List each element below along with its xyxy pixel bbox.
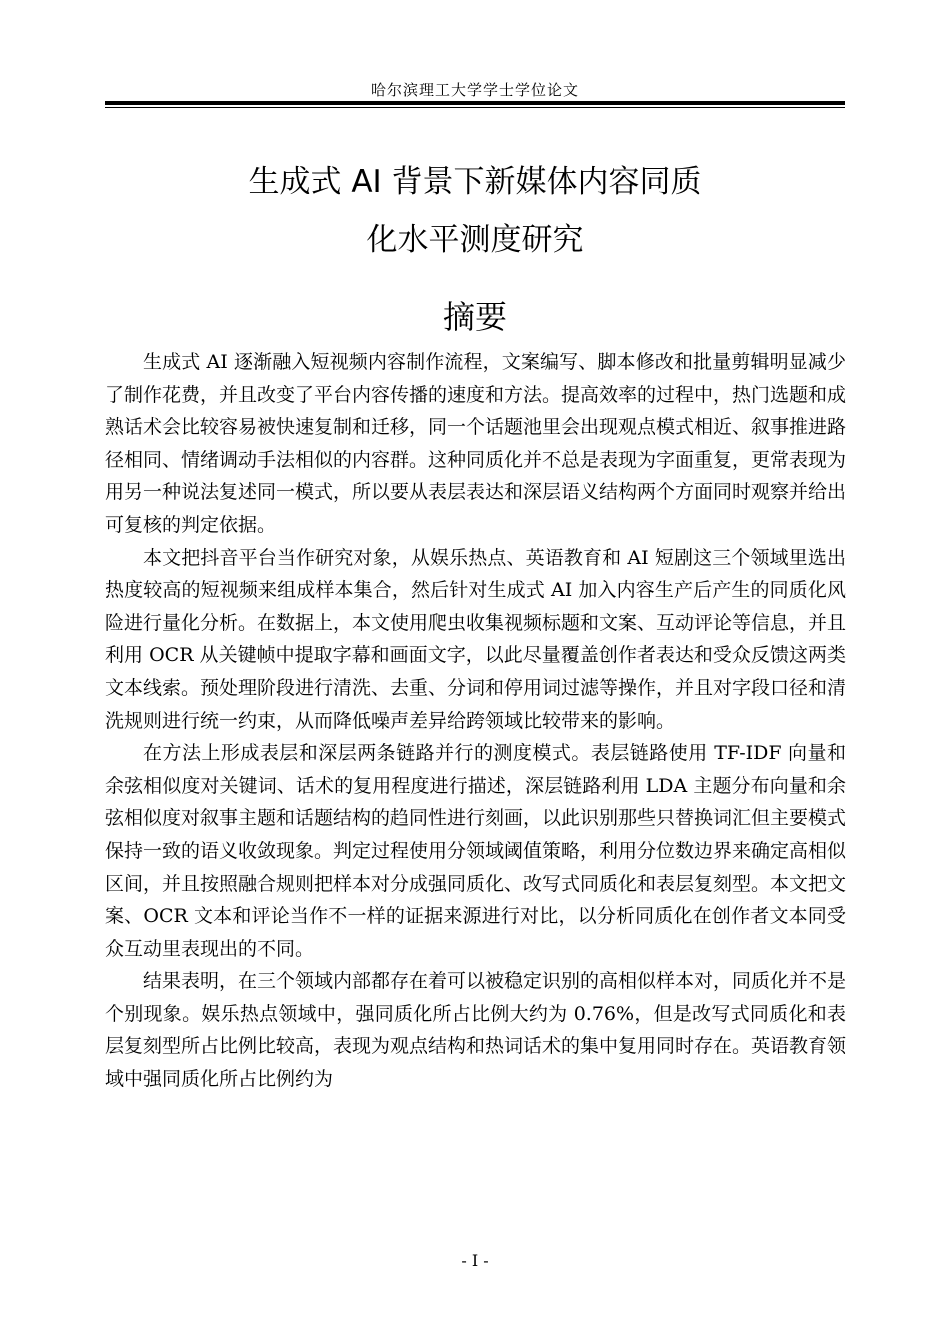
abstract-paragraph: 生成式 AI 逐渐融入短视频内容制作流程，文案编写、脚本修改和批量剪辑明显减少了制作花费，并且改变了平台内容传播的速度和方法。提高效率的过程中，热门选题和成熟话术会比较容易被快速复制和迁移，同一个话题池里会出现观点模式相近、叙事推进路径相同、情绪调动手法相似的内容群。这种同质化并不总是表现为字面重复，更常表现为用另一种说法复述同一模式，所以要从表层表达和深层语义结构两个方面同时观察并给出可复核的判定依据。 (105, 351, 847, 536)
thesis-title-line-1: 生成式 AI 背景下新媒体内容同质 (248, 164, 702, 200)
abstract-paragraph: 本文把抖音平台当作研究对象，从娱乐热点、英语教育和 AI 短剧这三个领域里选出热度较高的短视频来组成样本集合，然后针对生成式 AI 加入内容生产后产生的同质化风险进行量化分析。在数据上，本文使用爬虫收集视频标题和文案、互动评论等信息，并且利用 OCR 从关键帧中提取字幕和画面文字，以此尽量覆盖创作者表达和受众反馈这两类文本线索。预处理阶段进行清洗、去重、分词和停用词过滤等操作，并且对字段口径和清洗规则进行统一约束，从而降低噪声差异给跨领域比较带来的影响。 (105, 546, 847, 732)
abstract-heading: 摘要 (442, 298, 507, 336)
running-header: 哈尔滨理工大学学士学位论文 (370, 81, 579, 99)
abstract-body (105, 346, 846, 1096)
abstract-paragraph: 在方法上形成表层和深层两条链路并行的测度模式。表层链路使用 TF-IDF 向量和余弦相似度对关键词、话术的复用程度进行描述，深层链路利用 LDA 主题分布向量和余弦相似度对叙事主题和话题结构的趋同性进行刻画，以此识别那些只替换词汇但主要模式保持一致的语义收敛现象。判定过程使用分领域阈值策略，利用分位数边界来确定高相似区间，并且按照融合规则把样本对分成强同质化、改写式同质化和表层复刻型。本文把文案、OCR 文本和评论当作不一样的证据来源进行对比，以分析同质化在创作者文本同受众互动里表现出的不同。 (105, 742, 847, 960)
header-rule-thin (105, 107, 845, 108)
header-rule-thick (105, 101, 845, 105)
abstract-paragraph: 结果表明，在三个领域内部都存在着可以被稳定识别的高相似样本对，同质化并不是个别现象。娱乐热点领域中，强同质化所占比例大约为 0.76%，但是改写式同质化和表层复刻型所占比例比较高，表现为观点结构和热词话术的集中复用同时存在。英语教育领域中强同质化所占比例约为 (105, 970, 847, 1091)
page-number: - I - (461, 1251, 489, 1270)
thesis-title-line-2: 化水平测度研究 (366, 222, 584, 258)
